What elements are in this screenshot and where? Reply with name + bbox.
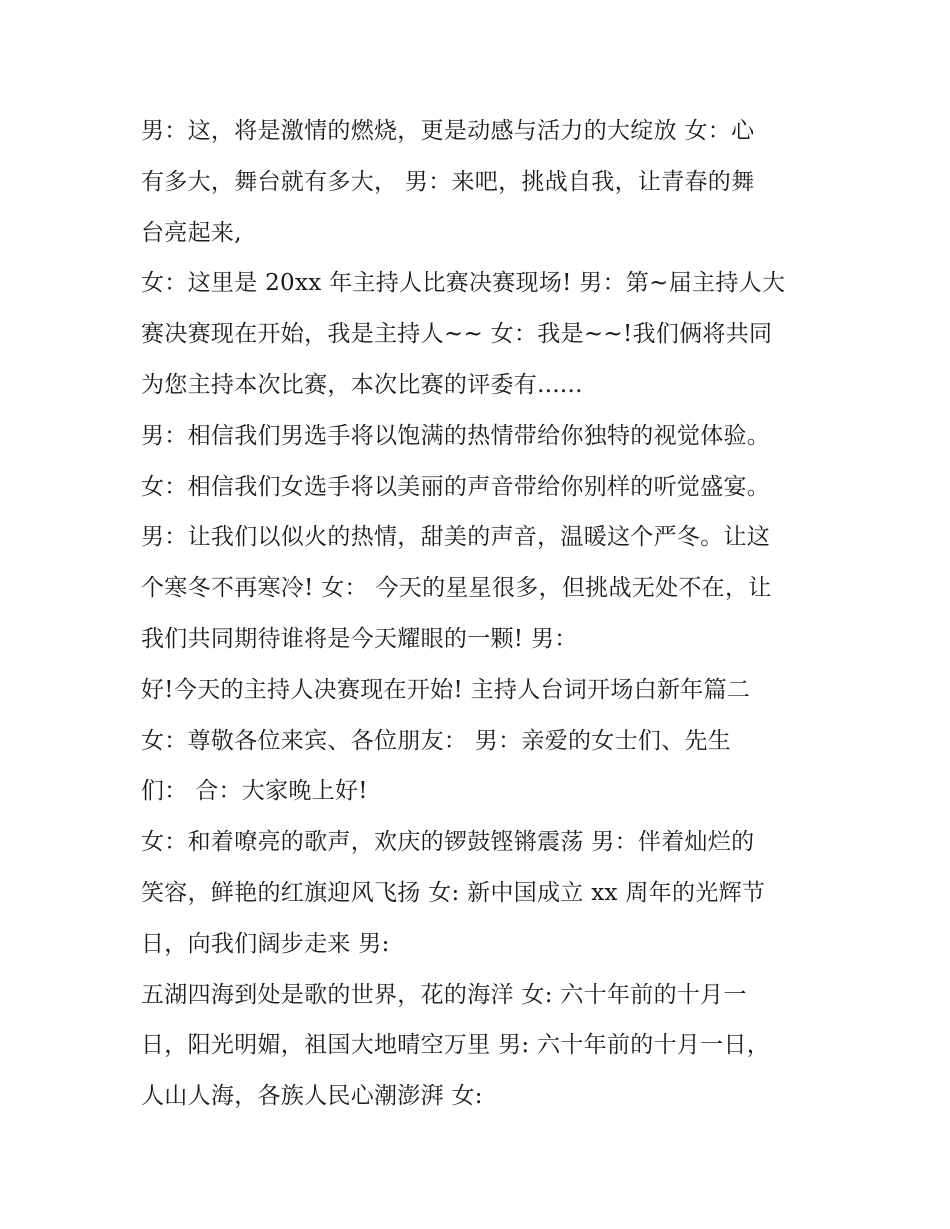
text-line: 日，向我们阔步走来 男: [141, 930, 390, 957]
text-line: 有多大，舞台就有多大， 男：来吧，挑战自我，让青春的舞 [141, 168, 755, 195]
text-line: 女：和着嘹亮的歌声，欢庆的锣鼓铿锵震荡 男：伴着灿烂的 [141, 829, 755, 856]
text-line: 人山人海，各族人民心潮澎湃 女: [141, 1083, 483, 1110]
text-line: 好!今天的主持人决赛现在开始! 主持人台词开场白新年篇二 [141, 676, 751, 703]
text-line: 们： 合：大家晚上好! [141, 778, 368, 805]
text-line: 日，阳光明媚，祖国大地晴空万里 男: 六十年前的十月一日， [141, 1032, 771, 1059]
text-line: 我们共同期待谁将是今天耀眼的一颗! 男： [141, 625, 578, 652]
text-line: 男：相信我们男选手将以饱满的热情带给你独特的视觉体验。 [141, 422, 771, 449]
text-line: 个寒冬不再寒冷! 女： 今天的星星很多，但挑战无处不在，让 [141, 575, 772, 602]
text-line: 台亮起来, [141, 219, 242, 246]
text-line: 笑容，鲜艳的红旗迎风飞扬 女: 新中国成立 xx 周年的光辉节 [141, 879, 766, 906]
document-body [141, 106, 831, 1122]
text-line: 五湖四海到处是歌的世界，花的海洋 女: 六十年前的十月一 [141, 981, 747, 1008]
text-line: 男：让我们以似火的热情，甜美的声音，温暖这个严冬。让这 [141, 524, 771, 551]
text-line: 女：相信我们女选手将以美丽的声音带给你别样的听觉盛宴。 [141, 473, 771, 500]
text-line: 赛决赛现在开始，我是主持人~~ 女：我是~~!我们俩将共同 [141, 321, 773, 348]
text-line: 女：这里是 20xx 年主持人比赛决赛现场! 男：第~届主持人大 [141, 270, 786, 297]
text-line: 女：尊敬各位来宾、各位朋友： 男：亲爱的女士们、先生 [141, 727, 732, 754]
text-line: 男：这，将是激情的燃烧，更是动感与活力的大绽放 女：心 [141, 118, 755, 144]
text-line: 为您主持本次比赛，本次比赛的评委有...... [141, 371, 583, 398]
